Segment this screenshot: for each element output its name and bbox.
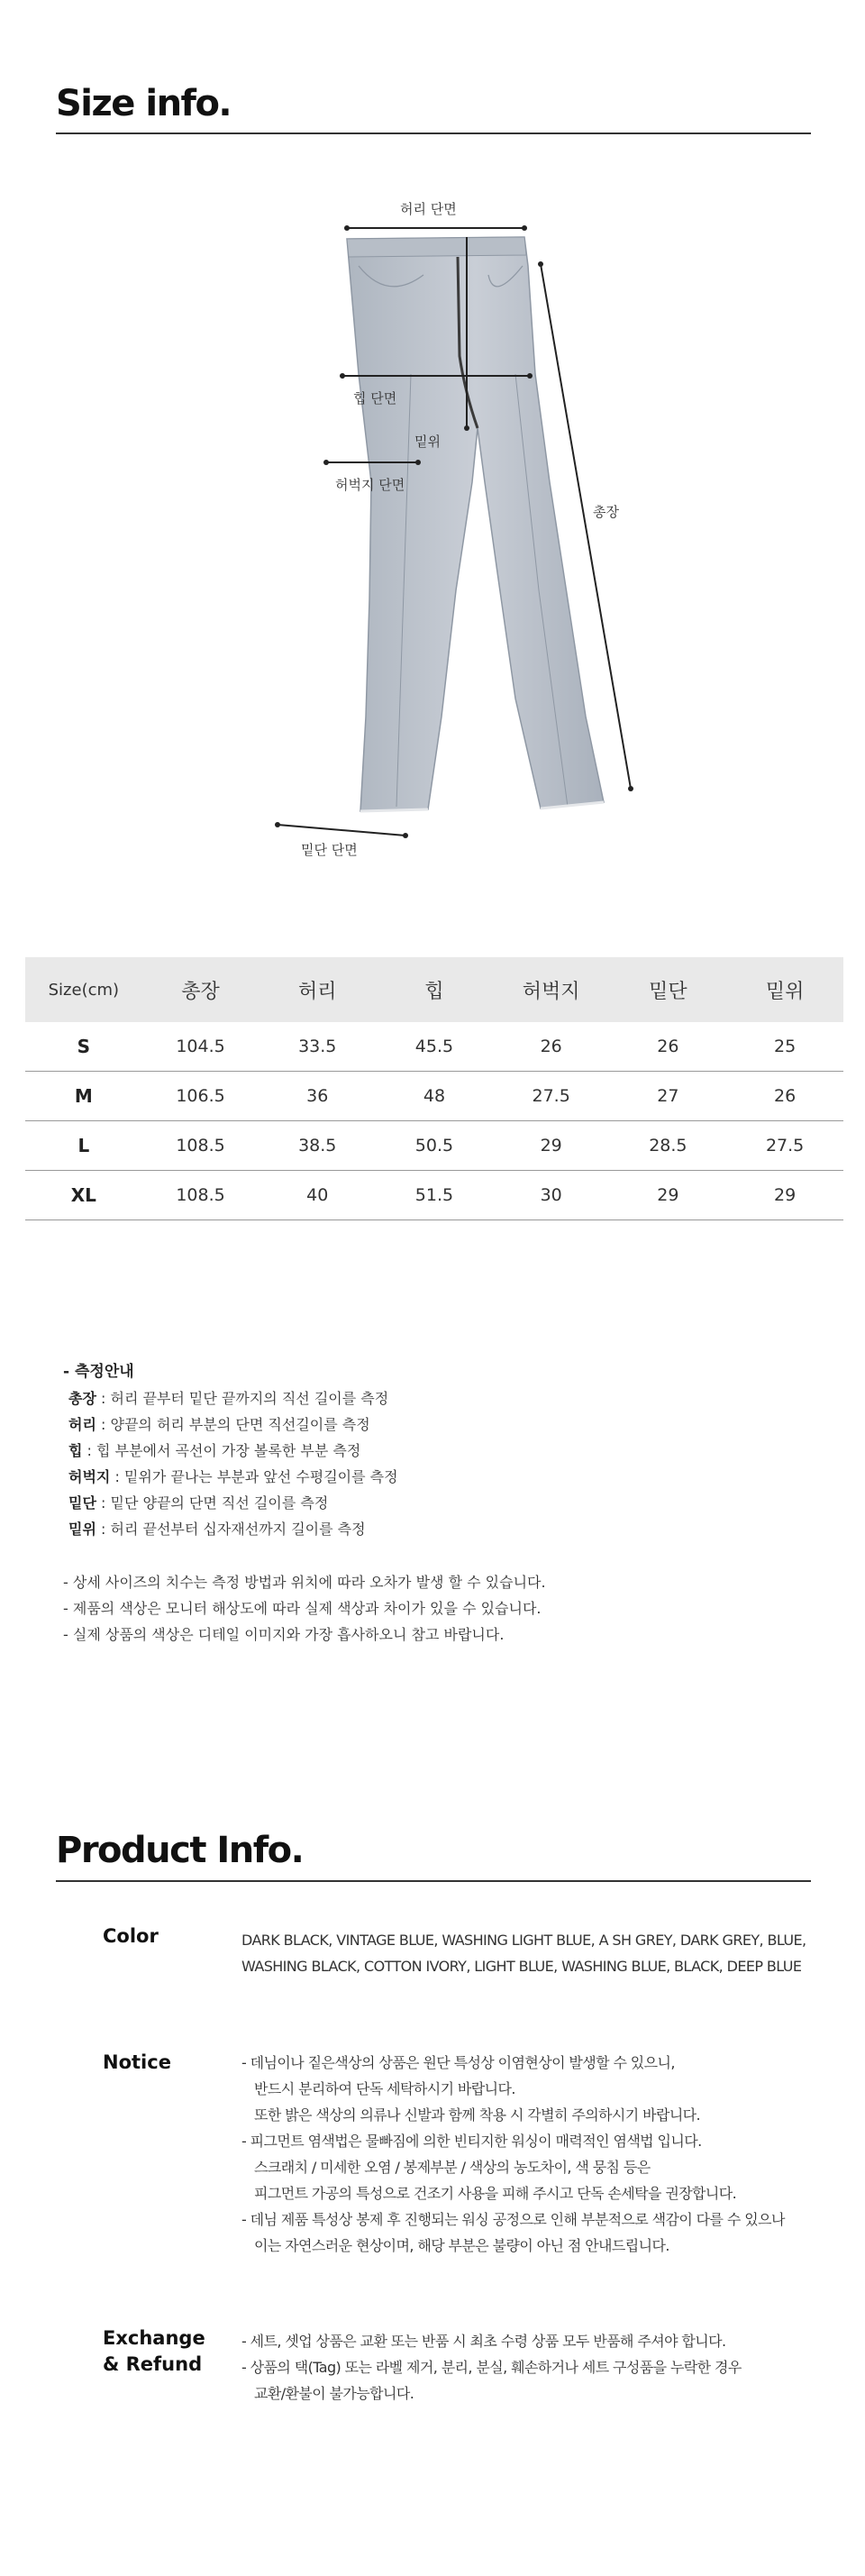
guide-item: 허리 : 양끝의 허리 부분의 단면 직선길이를 측정 xyxy=(68,1416,370,1433)
size-table-header xyxy=(25,957,843,1022)
label-waist: 허리 단면 xyxy=(400,201,457,217)
cell: 33.5 xyxy=(259,1022,376,1072)
exchange-line: 교환/환불이 불가능합니다. xyxy=(254,2385,414,2402)
header-thigh: 허벅지 xyxy=(493,957,610,1022)
cell-size: L xyxy=(25,1121,142,1171)
color-line: DARK BLACK, VINTAGE BLUE, WASHING LIGHT BLUE, A SH GREY, DARK GREY, BLUE, xyxy=(241,1932,806,1949)
guide-heading: - 측정안내 xyxy=(63,1363,134,1381)
size-table xyxy=(25,957,843,1220)
exchange-refund-text xyxy=(241,2328,742,2407)
exchange-refund-label: Exchange & Refund xyxy=(103,2327,205,2375)
notice-line: - 데님 제품 특성상 봉제 후 진행되는 워싱 공정으로 인해 부분적으로 색감이 다를 수 있으나 xyxy=(241,2211,785,2228)
table-row xyxy=(25,1171,843,1220)
cell: 27 xyxy=(610,1072,727,1121)
guide-item: 밑위 : 허리 끝선부터 십자재선까지 길이를 측정 xyxy=(68,1521,366,1538)
label-thigh: 허벅지 단면 xyxy=(335,477,405,493)
table-row xyxy=(25,1121,843,1171)
measurement-guide xyxy=(63,1359,546,1648)
header-hip: 힙 xyxy=(376,957,493,1022)
label-hem: 밑단 단면 xyxy=(301,842,358,858)
header-rise: 밑위 xyxy=(726,957,843,1022)
cell: 38.5 xyxy=(259,1121,376,1171)
exchange-line: - 세트, 셋업 상품은 교환 또는 반품 시 최초 수령 상품 모두 반품해 주셔야 합니다. xyxy=(241,2333,726,2350)
cell: 27.5 xyxy=(726,1121,843,1171)
cell: 40 xyxy=(259,1171,376,1220)
cell: 29 xyxy=(493,1121,610,1171)
cell: 26 xyxy=(493,1022,610,1072)
notice-line: - 데님이나 짙은색상의 상품은 원단 특성상 이염현상이 발생할 수 있으니, xyxy=(241,2054,675,2071)
header-length: 총장 xyxy=(142,957,260,1022)
guide-item: 총장 : 허리 끝부터 밑단 끝까지의 직선 길이를 측정 xyxy=(68,1390,389,1407)
notice-text xyxy=(241,2050,785,2259)
exchange-line: - 상품의 택(Tag) 또는 라벨 제거, 분리, 분실, 훼손하거나 세트 구성품을 누락한 경우 xyxy=(241,2359,742,2376)
header-size: Size(cm) xyxy=(25,957,142,1022)
cell: 26 xyxy=(610,1022,727,1072)
cell: 45.5 xyxy=(376,1022,493,1072)
cell: 108.5 xyxy=(142,1121,260,1171)
guide-item: 허벅지 : 밑위가 끝나는 부분과 앞선 수평길이를 측정 xyxy=(68,1468,398,1485)
cell: 36 xyxy=(259,1072,376,1121)
note-line: - 제품의 색상은 모니터 해상도에 따라 실제 색상과 차이가 있을 수 있습니다. xyxy=(63,1600,542,1617)
cell: 28.5 xyxy=(610,1121,727,1171)
cell-size: M xyxy=(25,1072,142,1121)
cell: 30 xyxy=(493,1171,610,1220)
cell: 29 xyxy=(610,1171,727,1220)
product-info-title: Product Info. xyxy=(56,1830,304,1871)
color-list xyxy=(241,1927,806,1979)
notice-line: - 피그먼트 염색법은 물빠짐에 의한 빈티지한 워싱이 매력적인 염색법 입니다. xyxy=(241,2133,702,2150)
cell: 48 xyxy=(376,1072,493,1121)
cell-size: XL xyxy=(25,1171,142,1220)
label-length: 총장 xyxy=(593,504,619,520)
notice-line: 이는 자연스러운 현상이며, 해당 부분은 불량이 아닌 점 안내드립니다. xyxy=(254,2237,669,2254)
notice-label: Notice xyxy=(103,2051,171,2073)
label-hip: 힙 단면 xyxy=(353,390,397,406)
notice-line: 또한 밝은 색상의 의류나 신발과 함께 착용 시 각별히 주의하시기 바랍니다. xyxy=(254,2106,701,2124)
header-hem: 밑단 xyxy=(610,957,727,1022)
cell: 106.5 xyxy=(142,1072,260,1121)
notice-line: 스크래치 / 미세한 오염 / 봉제부분 / 색상의 농도차이, 색 뭉침 등은 xyxy=(254,2159,651,2176)
size-info-divider xyxy=(56,132,811,134)
cell: 26 xyxy=(726,1072,843,1121)
notice-line: 반드시 분리하여 단독 세탁하시기 바랍니다. xyxy=(254,2080,515,2097)
color-label: Color xyxy=(103,1925,159,1947)
product-info-divider xyxy=(56,1880,811,1882)
cell: 25 xyxy=(726,1022,843,1072)
cell: 27.5 xyxy=(493,1072,610,1121)
jeans-measurement-diagram xyxy=(252,201,658,870)
header-waist: 허리 xyxy=(259,957,376,1022)
table-row xyxy=(25,1022,843,1072)
cell: 29 xyxy=(726,1171,843,1220)
cell: 104.5 xyxy=(142,1022,260,1072)
color-line: WASHING BLACK, COTTON IVORY, LIGHT BLUE, WASHING BLUE, BLACK, DEEP BLUE xyxy=(241,1958,802,1975)
note-line: - 실제 상품의 색상은 디테일 이미지와 가장 흡사하오니 참고 바랍니다. xyxy=(63,1626,505,1643)
cell: 50.5 xyxy=(376,1121,493,1171)
guide-item: 힙 : 힙 부분에서 곡선이 가장 볼록한 부분 측정 xyxy=(68,1442,361,1459)
guide-notes xyxy=(63,1569,546,1648)
notice-line: 피그먼트 가공의 특성으로 건조기 사용을 피해 주시고 단독 손세탁을 권장합니다. xyxy=(254,2185,737,2202)
cell: 51.5 xyxy=(376,1171,493,1220)
cell: 108.5 xyxy=(142,1171,260,1220)
cell-size: S xyxy=(25,1022,142,1072)
guide-item: 밑단 : 밑단 양끝의 단면 직선 길이를 측정 xyxy=(68,1494,329,1512)
table-row xyxy=(25,1072,843,1121)
label-rise: 밑위 xyxy=(414,434,441,450)
size-info-title: Size info. xyxy=(56,83,232,124)
jeans-illustration xyxy=(252,212,658,870)
note-line: - 상세 사이즈의 치수는 측정 방법과 위치에 따라 오차가 발생 할 수 있습니다. xyxy=(63,1574,546,1591)
